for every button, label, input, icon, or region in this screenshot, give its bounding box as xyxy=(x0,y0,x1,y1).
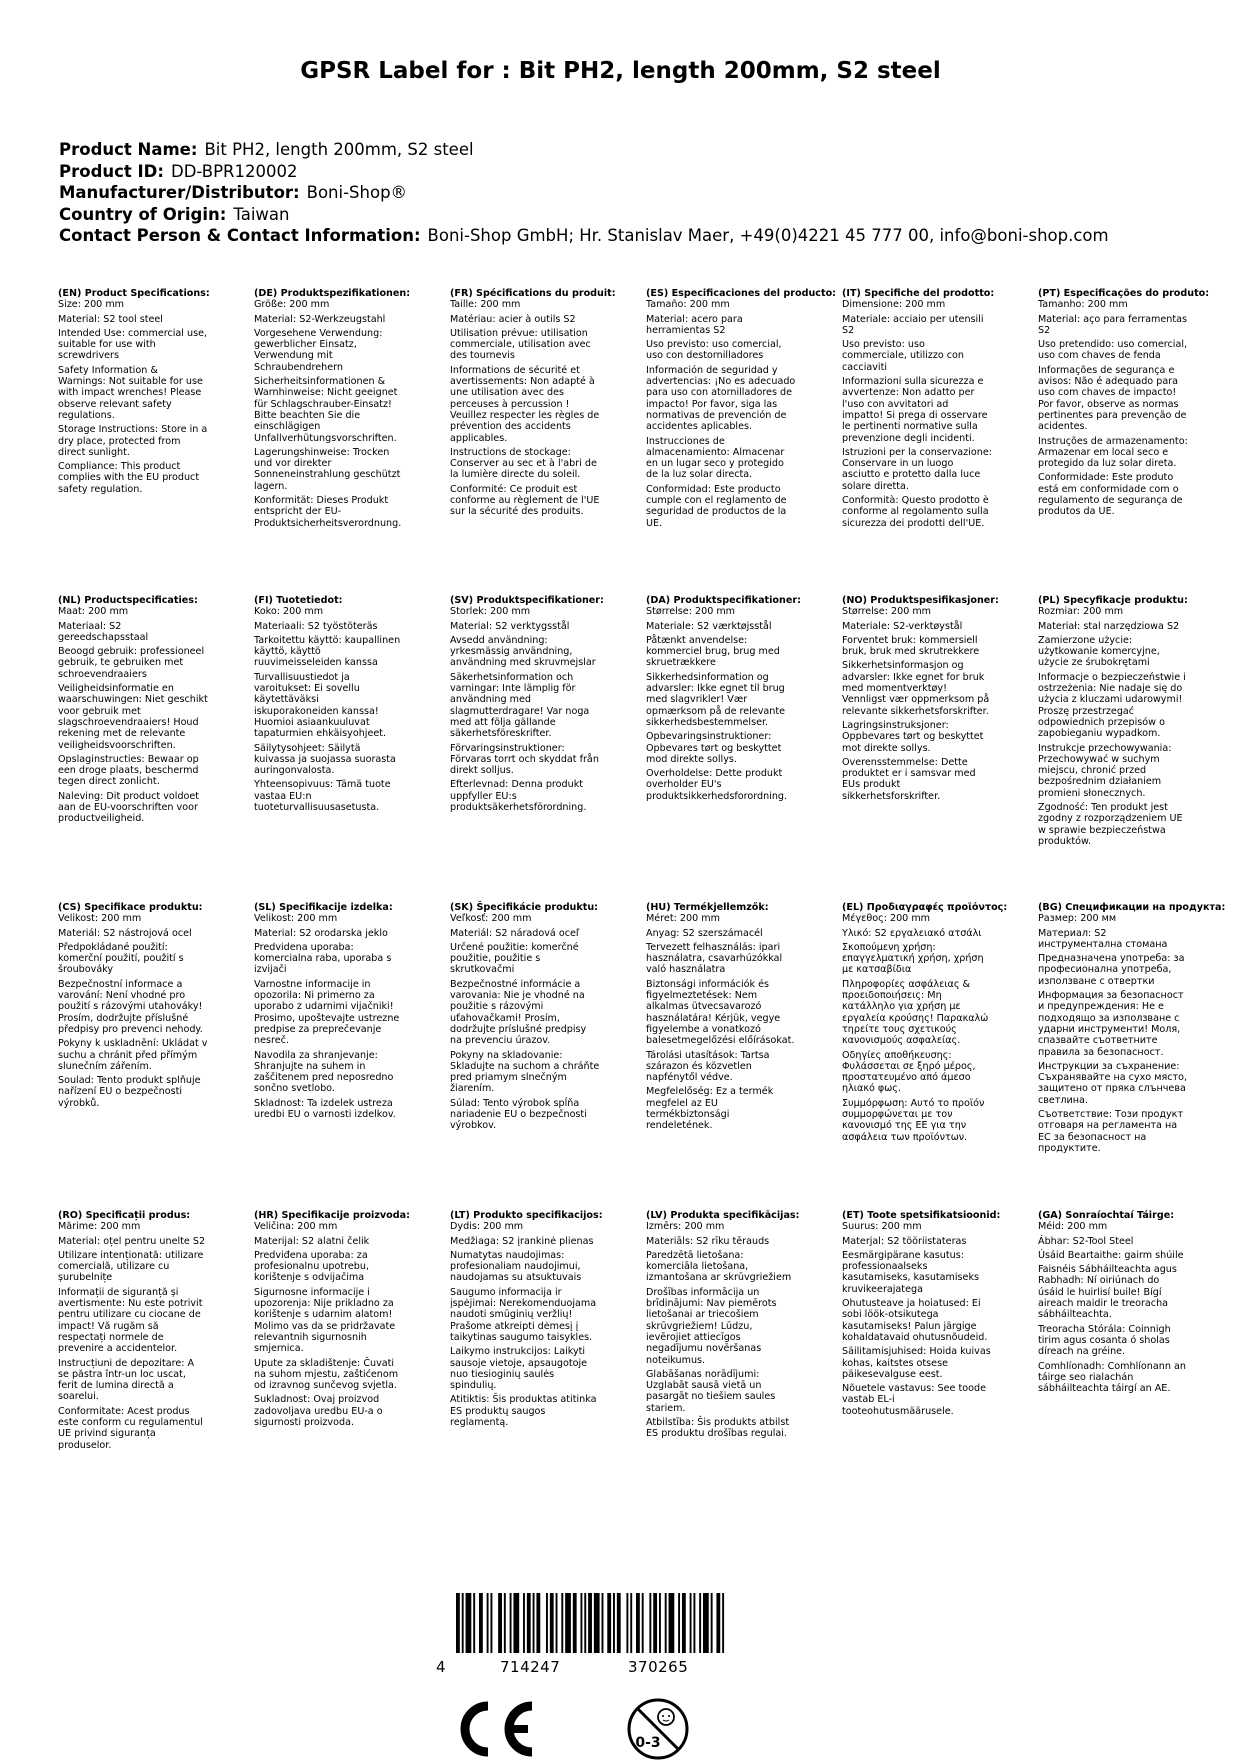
spec-paragraph: Súlad: Tento výrobok spĺňa nariadenie EU o bezpečnosti výrobkov. xyxy=(450,1097,587,1132)
spec-paragraph: Predvidena uporaba: komercialna raba, uporaba s izvijači xyxy=(254,941,392,976)
info-value: Boni-Shop® xyxy=(306,183,408,203)
spec-header: (ES) Especificaciones del producto: xyxy=(646,288,837,299)
barcode-bars xyxy=(456,1593,726,1653)
spec-paragraph: Laikymo instrukcijos: Laikyti sausoje vietoje, apsaugotoje nuo tiesioginių saulės spindulių. xyxy=(450,1346,588,1392)
spec-paragraph: Navodila za shranjevanje: Shranjujte na suhem in zaščitenem pred neposredno sončno svetlobo. xyxy=(254,1049,394,1095)
barcode-bar xyxy=(456,1593,460,1653)
spec-paragraph: Størrelse: 200 mm xyxy=(646,606,736,618)
barcode-bar xyxy=(626,1593,628,1653)
spec-column xyxy=(450,595,646,850)
spec-header: (HR) Specifikacije proizvoda: xyxy=(254,1210,410,1221)
barcode-bar xyxy=(642,1593,644,1653)
spec-paragraph: Tarkoitettu käyttö: kaupallinen käyttö, käyttö ruuvimeisseleiden kanssa xyxy=(254,634,401,669)
spec-paragraph: Suurus: 200 mm xyxy=(842,1221,922,1233)
spec-paragraph: Zamierzone użycie: użytkowanie komercyjne, użycie ze śrubokrętami xyxy=(1038,634,1160,669)
spec-paragraph: Treoracha Stórála: Coinnigh tirim agus cosanta ó sholas díreach na gréine. xyxy=(1038,1323,1171,1358)
spec-paragraph: Предназначена употреба: за професионална употреба, използване с отвертки xyxy=(1038,953,1185,987)
spec-paragraph: Material: acero para herramientas S2 xyxy=(646,313,743,336)
spec-paragraph: Předpokládané použití: komerční použití, použití s šroubováky xyxy=(58,941,184,976)
spec-paragraph: Materiāls: S2 rīku tērauds xyxy=(646,1235,770,1247)
info-value: DD-BPR120002 xyxy=(170,161,298,181)
spec-paragraph: Atbilstība: Šis produkts atbilst ES produktu drošības regulai. xyxy=(646,1417,790,1440)
barcode-bar xyxy=(716,1593,720,1653)
spec-paragraph: Conformitate: Acest produs este conform cu regulamentul UE privind siguranța produselor. xyxy=(58,1405,203,1451)
spec-paragraph: Numatytas naudojimas: profesionaliam naudojimui, naudojamas su atsuktuvais xyxy=(450,1249,582,1284)
spec-header: (SL) Specifikacije izdelka: xyxy=(254,902,393,913)
spec-column xyxy=(254,288,450,532)
spec-paragraph: Ohutusteave ja hoiatused: Ei sobi löök-otsikutega kasutamiseks! Palun järgige kohaldatavaid ohutusnõudeid. xyxy=(842,1298,988,1343)
barcode-bar xyxy=(690,1593,692,1653)
spec-header: (DA) Produktspecifikationer: xyxy=(646,595,801,606)
barcode-bar xyxy=(649,1593,651,1653)
spec-paragraph: Uso previsto: uso comercial, uso con destornilladores xyxy=(646,339,782,362)
spec-paragraph: Matériau: acier à outils S2 xyxy=(450,313,576,325)
spec-paragraph: Yhteensopivuus: Tämä tuote vastaa EU:n tuoteturvallisuusasetusta. xyxy=(254,779,391,814)
info-key: Country of Origin: xyxy=(59,204,227,224)
spec-paragraph: Utilisation prévue: utilisation commerciale, utilisation avec des tournevis xyxy=(450,327,591,362)
barcode-bar xyxy=(617,1593,621,1653)
spec-paragraph: Lagerungshinweise: Trocken und vor direkter Sonneneinstrahlung geschützt lagern. xyxy=(254,446,401,492)
info-value: Taiwan xyxy=(233,204,290,224)
country-row xyxy=(59,204,1199,226)
spec-paragraph: Conformidad: Este producto cumple con el reglamento de seguridad de productos de la UE. xyxy=(646,483,787,529)
barcode-bar xyxy=(678,1593,680,1653)
contact-row xyxy=(59,225,1199,247)
spec-paragraph: Σκοπούμενη χρήση: επαγγελματική χρήση, χρήση με κατσαβίδια xyxy=(842,941,984,976)
spec-paragraph: Lagringsinstruksjoner: Oppbevares tørt og beskyttet mot direkte sollys. xyxy=(842,719,984,754)
spec-paragraph: Forventet bruk: kommersiell bruk, bruk med skrutrekkere xyxy=(842,634,980,658)
barcode-bar xyxy=(550,1593,554,1653)
spec-header: (IT) Specifiche del prodotto: xyxy=(842,288,995,299)
barcode-bar xyxy=(487,1593,489,1653)
spec-paragraph: Pokyny k uskladnění: Ukládat v suchu a chránit před přímým slunečním zářením. xyxy=(58,1038,208,1072)
spec-column xyxy=(842,288,1038,532)
spec-paragraph: Sikkerhetsinformasjon og advarsler: Ikke egnet for bruk med momentverktøy! Vennligst vær oppmerksom på relevante sikkerhetsforskrifter. xyxy=(842,660,990,717)
barcode-bar xyxy=(561,1593,563,1653)
info-key: Product Name: xyxy=(59,140,198,159)
barcode-bar xyxy=(546,1593,548,1653)
spec-paragraph: Größe: 200 mm xyxy=(254,299,330,311)
age-warning-icon xyxy=(626,1697,690,1761)
spec-header: (HU) Termékjellemzők: xyxy=(646,902,769,913)
spec-column xyxy=(254,902,450,1157)
spec-paragraph: Opbevaringsinstruktioner: Opbevares tørt og beskyttet mod direkte sollys. xyxy=(646,731,782,765)
spec-paragraph: Información de seguridad y advertencias: ¡No es adecuado para uso con atornilladores de impacto! Por favor, siga las normativas de prevención de accidentes aplicables. xyxy=(646,364,796,433)
spec-paragraph: Izmērs: 200 mm xyxy=(646,1221,725,1233)
spec-paragraph: Velikost: 200 mm xyxy=(254,913,338,925)
barcode-bar xyxy=(466,1593,472,1653)
barcode-bar xyxy=(653,1593,657,1653)
spec-column xyxy=(1038,288,1234,532)
spec-column xyxy=(1038,1210,1234,1454)
spec-column xyxy=(254,1210,450,1454)
spec-paragraph: Informations de sécurité et avertissements: Non adapté à une utilisation avec des perceuses à percussion ! Veuillez respecter les règles de prévention des accidents applicables. xyxy=(450,364,600,444)
barcode-bar xyxy=(659,1593,661,1653)
barcode-bar xyxy=(594,1593,600,1653)
barcode-bar xyxy=(682,1593,686,1653)
spec-paragraph: Размер: 200 мм xyxy=(1038,913,1117,925)
spec-paragraph: Safety Information & Warnings: Not suitable for use with impact wrenches! Please observe relevant safety regulations. xyxy=(58,364,203,421)
spec-column xyxy=(842,595,1038,850)
barcode-bar xyxy=(533,1593,535,1653)
spec-paragraph: Turvallisuustiedot ja varoitukset: Ei sovellu käytettäväksi iskuporakoneiden kanssa! Huomioi asiaankuuluvat tapaturmien ehkäisyohjeet. xyxy=(254,671,387,740)
spec-column xyxy=(646,1210,842,1454)
spec-paragraph: Pokyny na skladovanie: Skladujte na suchom a chráňte pred priamym slnečným žiarením. xyxy=(450,1049,600,1095)
spec-paragraph: Materiál: S2 náradová oceľ xyxy=(450,927,580,939)
spec-paragraph: Materiaali: S2 työstöteräs xyxy=(254,620,378,632)
spec-header: (CS) Specifikace produktu: xyxy=(58,902,203,913)
barcode-bar xyxy=(722,1593,724,1653)
spec-paragraph: Conformità: Questo prodotto è conforme al regolamento sulla sicurezza dei prodotti dell'UE. xyxy=(842,495,989,529)
info-value: Bit PH2, length 200mm, S2 steel xyxy=(204,140,474,159)
spec-header: (NO) Produktspesifikasjoner: xyxy=(842,595,999,606)
spec-paragraph: Compliance: This product complies with the EU product safety regulation. xyxy=(58,461,200,495)
spec-header: (SK) Špecifikácie produktu: xyxy=(450,902,599,913)
spec-column xyxy=(450,288,646,532)
spec-paragraph: Informacje o bezpieczeństwie i ostrzeżenia: Nie nadaje się do użycia z kluczami udarowymi! Proszę przestrzegać odpowiednich przepisów o zapobieganiu wypadkom. xyxy=(1038,671,1186,740)
spec-paragraph: Ábhar: S2-Tool Steel xyxy=(1038,1235,1134,1247)
spec-paragraph: Материал: S2 инструментална стомана xyxy=(1038,927,1168,950)
barcode-bar xyxy=(498,1593,502,1653)
barcode-bar xyxy=(490,1593,492,1653)
spec-paragraph: Material: aço para ferramentas S2 xyxy=(1038,313,1188,336)
spec-header: (GA) Sonraíochtaí Táirge: xyxy=(1038,1210,1175,1221)
info-value: Boni-Shop GmbH; Hr. Stanislav Maer, +49(0)4221 45 777 00, info@boni-shop.com xyxy=(427,226,1109,246)
spec-column xyxy=(58,1210,254,1454)
spec-paragraph: Uso pretendido: uso comercial, uso com chaves de fenda xyxy=(1038,339,1188,362)
spec-header: (BG) Спецификации на продукта: xyxy=(1038,902,1226,913)
spec-paragraph: Storlek: 200 mm xyxy=(450,606,531,618)
page-title: GPSR Label for : Bit PH2, length 200mm, S2 steel xyxy=(300,58,941,84)
spec-paragraph: Συμμόρφωση: Αυτό το προϊόν συμμορφώνεται με τον κανονισμό της ΕΕ για την ασφάλεια των προϊόντων. xyxy=(842,1097,985,1143)
spec-paragraph: Πληροφορίες ασφάλειας & προειδοποιήσεις: Μη κατάλληλο για χρήση με εργαλεία κρούσης! Παρακαλώ τηρείτε τους σχετικούς κανονισμούς ασφαλείας. xyxy=(842,978,989,1047)
spec-paragraph: Medžiaga: S2 įrankinė plienas xyxy=(450,1235,594,1247)
barcode-bar xyxy=(513,1593,519,1653)
spec-paragraph: Informações de segurança e avisos: Não é adequado para uso com chaves de impacto! Por favor, observe as normas pertinentes para prevenção de acidentes. xyxy=(1038,364,1187,433)
spec-row xyxy=(58,288,1241,532)
barcode-bar xyxy=(479,1593,483,1653)
spec-paragraph: Glabāšanas norādījumi: Uzglabāt sausā vietā un pasargāt no tiešiem saules stariem. xyxy=(646,1368,776,1414)
spec-header: (SV) Produktspecifikationer: xyxy=(450,595,604,606)
spec-paragraph: Størrelse: 200 mm xyxy=(842,606,932,618)
spec-paragraph: Sikkerhedsinformation og advarsler: Ikke egnet til brug med slagvrikler! Vær opmærksom på de relevante sikkerhedsbestemmelser. xyxy=(646,671,786,728)
spec-column xyxy=(646,902,842,1157)
spec-paragraph: Οδηγίες αποθήκευσης: Φυλάσσεται σε ξηρό μέρος, προστατευμένο από άμεσο ηλιακό φως. xyxy=(842,1049,976,1095)
spec-paragraph: Overholdelse: Dette produkt overholder EU's produktsikkerhedsforordning. xyxy=(646,768,788,802)
spec-paragraph: Materiale: acciaio per utensili S2 xyxy=(842,313,984,336)
barcode-bar xyxy=(573,1593,577,1653)
spec-paragraph: Paredzētā lietošana: komerciāla lietošana, izmantošana ar skrūvgriežiem xyxy=(646,1249,792,1284)
barcode-bar xyxy=(527,1593,531,1653)
barcode-bar xyxy=(584,1593,586,1653)
barcode-bar xyxy=(711,1593,713,1653)
barcode-bar xyxy=(699,1593,701,1653)
spec-paragraph: Säkerhetsinformation och varningar: Inte lämplig för användning med slagmutterdragare! Var noga med att följa gällande säkerhetsföreskrifter. xyxy=(450,671,590,740)
barcode-bar xyxy=(602,1593,604,1653)
spec-paragraph: Materiál: S2 nástrojová ocel xyxy=(58,927,192,939)
spec-column xyxy=(254,595,450,850)
spec-column xyxy=(646,595,842,850)
barcode-bar xyxy=(565,1593,571,1653)
barcode-bar xyxy=(669,1593,675,1653)
spec-paragraph: Informații de siguranță și avertismente: Nu este potrivit pentru utilizare cu ciocane de impact! Vă rugăm să respectați normele de prevenire a accidentelor. xyxy=(58,1286,203,1355)
barcode-bar xyxy=(636,1593,640,1653)
spec-paragraph: Υλικό: S2 εργαλειακό ατσάλι xyxy=(842,927,982,939)
spec-paragraph: Beoogd gebruik: professioneel gebruik, te gebruiken met schroevendraaiers xyxy=(58,646,205,680)
spec-paragraph: Bezpečnostní informace a varování: Není vhodné pro použití s rázovými utahováky! Prosím, dodržujte příslušné předpisy pro prevenci nehody. xyxy=(58,978,203,1035)
barcode-bar xyxy=(510,1593,512,1653)
spec-paragraph: Instructions de stockage: Conserver au sec et à l'abri de la lumière directe du soleil. xyxy=(450,446,597,481)
spec-row xyxy=(58,595,1241,850)
spec-paragraph: Koko: 200 mm xyxy=(254,606,324,618)
spec-paragraph: Opslaginstructies: Bewaar op een droge plaats, beschermd tegen direct zonlicht. xyxy=(58,753,199,788)
spec-column xyxy=(450,1210,646,1454)
spec-paragraph: Biztonsági információk és figyelmeztetések: Nem alkalmas ütvecsavarozó használatára! Kérjük, vegye figyelembe a vonatkozó balesetmegelőzési előírásokat. xyxy=(646,978,795,1047)
spec-paragraph: Информация за безопасност и предупреждения: Не е подходящо за използване с ударни инструменти! Моля, спазвайте съответните правила за безопасност. xyxy=(1038,990,1184,1058)
spec-header: (LT) Produkto specifikacijos: xyxy=(450,1210,603,1221)
spec-column xyxy=(646,288,842,532)
barcode-bar xyxy=(504,1593,506,1653)
spec-paragraph: Инструкции за съхранение: Съхранявайте на сухо място, защитено от пряка слънчева светлина. xyxy=(1038,1060,1188,1106)
spec-paragraph: Varnostne informacije in opozorila: Ni primerno za uporabo z udarnimi vijačniki! Prosimo, upoštevajte ustrezne predpise za preprečevanje nesreč. xyxy=(254,978,400,1047)
spec-column xyxy=(450,902,646,1157)
barcode-digit: 4 xyxy=(436,1658,447,1676)
barcode-digit: 370265 xyxy=(628,1658,689,1676)
spec-paragraph: Material: S2 orodarska jeklo xyxy=(254,927,388,939)
spec-paragraph: Atitiktis: Šis produktas atitinka ES produktų saugos reglamentą. xyxy=(450,1394,597,1429)
barcode-bar xyxy=(703,1593,709,1653)
barcode-bar xyxy=(580,1593,582,1653)
barcode-bar xyxy=(462,1593,464,1653)
spec-paragraph: Istruzioni per la conservazione: Conservare in un luogo asciutto e protetto dalla luce solare diretta. xyxy=(842,446,992,492)
spec-paragraph: Veličina: 200 mm xyxy=(254,1221,338,1233)
spec-header: (PT) Especificações do produto: xyxy=(1038,288,1210,299)
spec-paragraph: Overensstemmelse: Dette produktet er i samsvar med EUs produkt sikkerhetsforskrifter. xyxy=(842,756,976,802)
spec-paragraph: Instruções de armazenamento: Armazenar em local seco e protegido da luz solar direta. xyxy=(1038,435,1188,470)
spec-paragraph: Efterlevnad: Denna produkt uppfyller EU:s produktsäkerhetsförordning. xyxy=(450,779,587,814)
spec-paragraph: Material: S2-Werkzeugstahl xyxy=(254,313,386,325)
spec-paragraph: Méret: 200 mm xyxy=(646,913,720,925)
info-key: Manufacturer/Distributor: xyxy=(59,183,300,203)
spec-paragraph: Съответствие: Този продукт отговаря на регламента на ЕС за безопасност на продуктите. xyxy=(1038,1109,1184,1154)
spec-column xyxy=(1038,902,1234,1157)
spec-header: (DE) Produktspezifikationen: xyxy=(254,288,411,299)
spec-column xyxy=(842,1210,1038,1454)
barcode-digit: 714247 xyxy=(500,1658,561,1676)
barcode-bar xyxy=(693,1593,695,1653)
spec-paragraph: Material: S2 verktygsstål xyxy=(450,620,570,632)
spec-paragraph: Úsáid Beartaithe: gairm shúile xyxy=(1038,1249,1184,1261)
spec-paragraph: Naleving: Dit product voldoet aan de EU-voorschriften voor productveiligheid. xyxy=(58,790,200,825)
spec-header: (FR) Spécifications du produit: xyxy=(450,288,616,299)
barcode-bar xyxy=(588,1593,592,1653)
spec-paragraph: Tárolási utasítások: Tartsa szárazon és közvetlen napfénytől védve. xyxy=(646,1049,770,1084)
spec-paragraph: Materiaal: S2 gereedschapsstaal xyxy=(58,620,149,643)
spec-paragraph: Size: 200 mm xyxy=(58,299,125,311)
spec-paragraph: Veľkosť: 200 mm xyxy=(450,913,532,925)
spec-paragraph: Instrukcje przechowywania: Przechowywać w suchym miejscu, chronić przed bezpośrednim działaniem promieni słonecznych. xyxy=(1038,742,1172,799)
ce-mark-icon xyxy=(452,1700,534,1758)
spec-paragraph: Dydis: 200 mm xyxy=(450,1221,524,1233)
spec-paragraph: Anyag: S2 szerszámacél xyxy=(646,927,763,939)
spec-paragraph: Påtænkt anvendelse: kommerciel brug, brug med skruetrækkere xyxy=(646,634,780,669)
info-key: Product ID: xyxy=(59,161,164,181)
spec-paragraph: Uso previsto: uso commerciale, utilizzo con cacciaviti xyxy=(842,339,965,373)
barcode-bar xyxy=(607,1593,611,1653)
spec-paragraph: Material: oțel pentru unelte S2 xyxy=(58,1235,206,1247)
barcode-bar xyxy=(536,1593,540,1653)
spec-paragraph: Storage Instructions: Store in a dry place, protected from direct sunlight. xyxy=(58,424,208,458)
spec-paragraph: Mărime: 200 mm xyxy=(58,1221,141,1233)
spec-paragraph: Určené použitie: komerčné použitie, použitie s skrutkovačmi xyxy=(450,941,579,976)
spec-paragraph: Informazioni sulla sicurezza e avvertenze: Non adatto per l'uso con avvitatori ad impatto! Si prega di osservare le pertinenti normative sulla prevenzione degli incidenti. xyxy=(842,376,988,444)
spec-paragraph: Saugumo informacija ir įspėjimai: Nerekomenduojama naudoti smūginių veržlių! Prašome atkreipti dėmesį į taikytinas saugumo taisykles. xyxy=(450,1286,597,1343)
product-name-row xyxy=(59,139,1199,161)
manufacturer-row xyxy=(59,182,1199,204)
spec-paragraph: Vorgesehene Verwendung: gewerblicher Einsatz, Verwendung mit Schraubendrehern xyxy=(254,327,383,373)
spec-column xyxy=(1038,595,1234,850)
spec-header: (RO) Specificații produs: xyxy=(58,1210,191,1221)
spec-paragraph: Sukladnost: Ovaj proizvod zadovoljava uredbu EU-a o sigurnosti proizvoda. xyxy=(254,1394,383,1429)
spec-paragraph: Taille: 200 mm xyxy=(450,299,521,311)
product-info xyxy=(59,139,1199,247)
spec-column xyxy=(842,902,1038,1157)
spec-paragraph: Tamaño: 200 mm xyxy=(646,299,730,311)
spec-paragraph: Sigurnosne informacije i upozorenja: Nije prikladno za korištenje s udarnim alatom! Molimo vas da se pridržavate relevantnih sigurnosnih smjernica. xyxy=(254,1286,396,1355)
spec-paragraph: Predviđena uporaba: za profesionalnu upotrebu, korištenje s odvijačima xyxy=(254,1249,369,1284)
spec-paragraph: Avsedd användning: yrkesmässig användning, användning med skruvmejslar xyxy=(450,634,596,669)
spec-paragraph: Materijal: S2 alatni čelik xyxy=(254,1235,370,1247)
spec-paragraph: Megfelelőség: Ez a termék megfelel az EU termékbiztonsági rendeletének. xyxy=(646,1086,774,1132)
spec-paragraph: Sicherheitsinformationen & Warnhinweise: Nicht geeignet für Schlagschrauber-Einsatz! Bitte beachten Sie die einschlägigen Unfallverhütungsvorschriften. xyxy=(254,376,398,444)
spec-row xyxy=(58,1210,1241,1454)
spec-header: (FI) Tuotetiedot: xyxy=(254,595,343,606)
spec-header: (EL) Προδιαγραφές προϊόντος: xyxy=(842,902,1008,913)
spec-header: (LV) Produkta specifikācijas: xyxy=(646,1210,800,1221)
spec-paragraph: Intended Use: commercial use, suitable for use with screwdrivers xyxy=(58,327,208,362)
spec-paragraph: Materiale: S2 værktøjsstål xyxy=(646,620,772,632)
spec-paragraph: Conformidade: Este produto está em conformidade com o regulamento de segurança de produtos da UE. xyxy=(1038,472,1183,518)
spec-header: (ET) Toote spetsifikatsioonid: xyxy=(842,1210,1001,1221)
spec-paragraph: Conformité: Ce produit est conforme au règlement de l'UE sur la sécurité des produits. xyxy=(450,483,600,518)
spec-paragraph: Veiligheidsinformatie en waarschuwingen: Niet geschikt voor gebruik met slagschroevendraaiers! Houd rekening met de relevante veiligheidsvoorschriften. xyxy=(58,683,208,751)
spec-paragraph: Materiał: stal narzędziowa S2 xyxy=(1038,620,1180,632)
spec-paragraph: Instrucciones de almacenamiento: Almacenar en un lugar seco y protegido de la luz solar directa. xyxy=(646,435,785,481)
spec-paragraph: Materjal: S2 tööriistateras xyxy=(842,1235,967,1247)
spec-paragraph: Förvaringsinstruktioner: Förvaras torrt och skyddat från direkt solljus. xyxy=(450,742,599,777)
spec-paragraph: Säilytysohjeet: Säilytä kuivassa ja suojassa suorasta auringonvalosta. xyxy=(254,742,396,777)
barcode-bar xyxy=(523,1593,525,1653)
spec-paragraph: Upute za skladištenje: Čuvati na suhom mjestu, zaštićenom od izravnog sunčevog svjetla. xyxy=(254,1357,399,1392)
spec-header: (NL) Productspecificaties: xyxy=(58,595,198,606)
spec-paragraph: Material: S2 tool steel xyxy=(58,313,163,325)
spec-paragraph: Zgodność: Ten produkt jest zgodny z rozporządzeniem UE w sprawie bezpieczeństwa produktów. xyxy=(1038,802,1183,847)
spec-paragraph: Tamanho: 200 mm xyxy=(1038,299,1128,311)
spec-paragraph: Μέγεθος: 200 mm xyxy=(842,913,931,925)
spec-paragraph: Tervezett felhasználás: ipari használatra, csavarhúzókkal való használatra xyxy=(646,941,783,976)
barcode-bar xyxy=(473,1593,475,1653)
spec-paragraph: Konformität: Dieses Produkt entspricht der EU-Produktsicherheitsverordnung. xyxy=(254,495,402,529)
barcode xyxy=(436,1593,746,1676)
spec-column xyxy=(58,595,254,850)
product-id-row xyxy=(59,161,1199,183)
spec-paragraph: Nõuetele vastavus: See toode vastab EL-i tooteohutusmäärusele. xyxy=(842,1383,986,1417)
spec-column xyxy=(58,902,254,1157)
spec-paragraph: Faisnéis Sábháilteachta agus Rabhadh: Ní oiriúnach do úsáid le huirlisí buile! Bígí aireach maidir le treoracha sábháilteachta. xyxy=(1038,1264,1177,1321)
spec-paragraph: Maat: 200 mm xyxy=(58,606,129,618)
spec-header: (EN) Product Specifications: xyxy=(58,288,210,299)
spec-paragraph: Dimensione: 200 mm xyxy=(842,299,946,311)
spec-paragraph: Materiale: S2-verktøystål xyxy=(842,620,963,632)
spec-paragraph: Soulad: Tento produkt splňuje nařízení EU o bezpečnosti výrobků. xyxy=(58,1075,201,1109)
age-warning-label: 0-3 xyxy=(635,1735,661,1751)
spec-paragraph: Skladnost: Ta izdelek ustreza uredbi EU o varnosti izdelkov. xyxy=(254,1097,396,1121)
spec-paragraph: Drošības informācija un brīdinājumi: Nav piemērots lietošanai ar triecošiem skrūvgriežiem! Lūdzu, ievērojiet attiecīgos negadījumu novēršanas noteikumus. xyxy=(646,1286,777,1366)
spec-paragraph: Instrucțiuni de depozitare: A se păstra într-un loc uscat, ferit de lumina directă a soarelui. xyxy=(58,1357,195,1403)
spec-paragraph: Comhlíonadh: Comhlíonann an táirge seo rialachán sábháilteachta táirgí an AE. xyxy=(1038,1360,1186,1395)
barcode-bar xyxy=(630,1593,632,1653)
spec-paragraph: Rozmiar: 200 mm xyxy=(1038,606,1124,618)
spec-paragraph: Bezpečnostné informácie a varovania: Nie je vhodné na použitie s rázovými uťahovačkami! Prosím, dodržujte príslušné predpisy na prevenciu úrazov. xyxy=(450,978,587,1047)
spec-header: (PL) Specyfikacje produktu: xyxy=(1038,595,1188,606)
spec-paragraph: Méid: 200 mm xyxy=(1038,1221,1108,1233)
spec-row xyxy=(58,902,1241,1157)
info-key: Contact Person & Contact Information: xyxy=(59,226,421,246)
spec-paragraph: Säilitamisjuhised: Hoida kuivas kohas, kaitstes otsese päikesevalguse eest. xyxy=(842,1346,991,1380)
spec-paragraph: Velikost: 200 mm xyxy=(58,913,142,925)
barcode-bar xyxy=(613,1593,615,1653)
barcode-bar xyxy=(665,1593,667,1653)
spec-paragraph: Eesmärgipärane kasutus: professionaalseks kasutamiseks, kasutamiseks kruvikeerajatega xyxy=(842,1249,980,1295)
spec-column xyxy=(58,288,254,532)
barcode-bar xyxy=(556,1593,558,1653)
spec-paragraph: Utilizare intenționată: utilizare comercială, utilizare cu șurubelnițe xyxy=(58,1249,204,1284)
